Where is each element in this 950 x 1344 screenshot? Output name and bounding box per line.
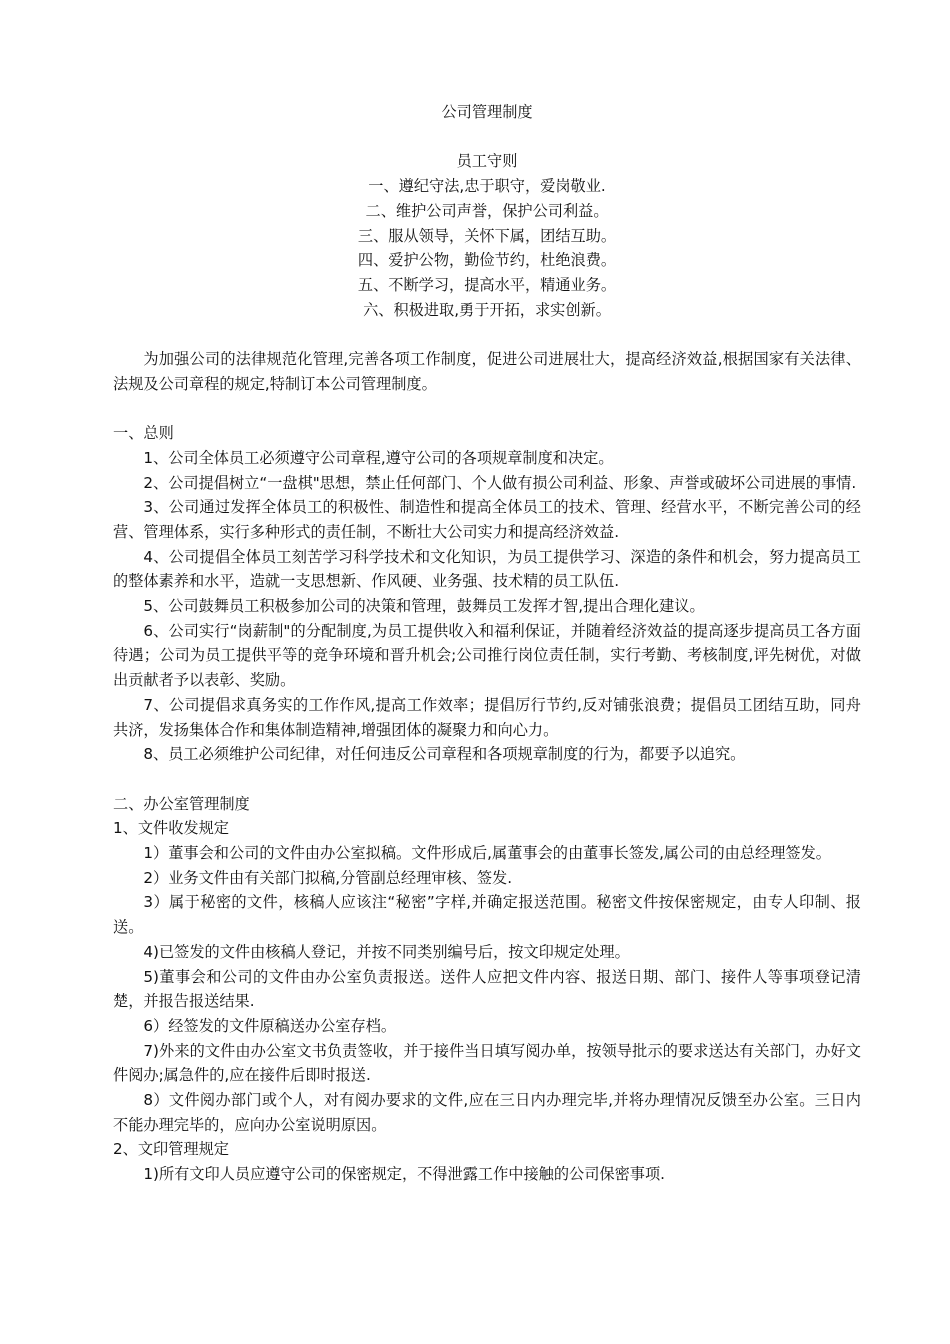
subsection-item: 2）业务文件由有关部门拟稿,分管副总经理审核、签发. — [143, 868, 513, 887]
subsection-item: 5)董事会和公司的文件由办公室负责报送。送件人应把文件内容、报送日期、部门、接件人等事项登记清楚，并报告报送结果. — [113, 967, 861, 1011]
subsection-item: 4)已签发的文件由核稿人登记，并按不同类别编号后，按文印规定处理。 — [143, 942, 630, 961]
code-rule: 三、服从领导，关怀下属，团结互助。 — [357, 226, 617, 245]
document-body — [113, 100, 861, 1187]
section-item: 8、员工必须维护公司纪律，对任何违反公司章程和各项规章制度的行为，都要予以追究。 — [143, 745, 746, 764]
code-rule: 六、积极进取,勇于开拓，求实创新。 — [363, 300, 611, 319]
spacer — [113, 322, 861, 347]
section-item: 1、公司全体员工必须遵守公司章程,遵守公司的各项规章制度和决定。 — [143, 448, 614, 467]
spacer — [113, 396, 861, 421]
document-title: 公司管理制度 — [441, 103, 533, 121]
code-rule: 五、不断学习，提高水平，精通业务。 — [357, 275, 617, 294]
subsection-heading: 2、文印管理规定 — [113, 1140, 229, 1159]
section-item: 5、公司鼓舞员工积极参加公司的决策和管理，鼓舞员工发挥才智,提出合理化建议。 — [143, 597, 705, 616]
code-rules — [113, 174, 861, 322]
subsection-item: 1）董事会和公司的文件由办公室拟稿。文件形成后,属董事会的由董事长签发,属公司的由总经理签发。 — [143, 844, 831, 863]
subsection-item: 1)所有文印人员应遵守公司的保密规定，不得泄露工作中接触的公司保密事项. — [143, 1165, 665, 1184]
section-heading: 一、总则 — [113, 424, 174, 443]
subsection-item: 8）文件阅办部门或个人，对有阅办要求的文件,应在三日内办理完毕,并将办理情况反馈至办公室。三日内不能办理完毕的，应向办公室说明原因。 — [113, 1091, 861, 1134]
section-item: 3、公司通过发挥全体员工的积极性、制造性和提高全体员工的技术、管理、经营水平，不断完善公司的经营、管理体系，实行多种形式的责任制，不断壮大公司实力和提高经济效益. — [113, 498, 861, 541]
subsection-item: 3）属于秘密的文件，核稿人应该注“秘密”字样,并确定报送范围。秘密文件按保密规定，由专人印制、报送。 — [113, 893, 861, 937]
section-item: 7、公司提倡求真务实的工作作风,提高工作效率；提倡厉行节约,反对铺张浪费；提倡员工团结互助，同舟共济，发扬集体合作和集体制造精神,增强团体的凝聚力和向心力。 — [113, 695, 861, 739]
code-rule: 一、遵纪守法,忠于职守，爱岗敬业. — [368, 177, 606, 196]
subsection-item: 6）经签发的文件原稿送办公室存档。 — [143, 1016, 397, 1035]
section-item: 4、公司提倡全体员工刻苦学习科学技术和文化知识，为员工提供学习、深造的条件和机会，努力提高员工的整体素养和水平，造就一支思想新、作风硬、业务强、技术精的员工队伍. — [113, 547, 861, 591]
section-item: 6、公司实行“岗薪制"的分配制度,为员工提供收入和福利保证，并随着经济效益的提高逐步提高员工各方面待遇；公司为员工提供平等的竞争环境和晋升机会;公司推行岗位责任制，实行考勤、考核制度,评先树优，对做出贡献者予以表彰、奖励。 — [113, 621, 861, 690]
section-heading: 二、办公室管理制度 — [113, 794, 250, 813]
code-title: 员工守则 — [456, 152, 518, 171]
spacer — [113, 767, 861, 792]
subsection-item: 7)外来的文件由办公室文书负责签收，并于接件当日填写阅办单，按领导批示的要求送达有关部门，办好文件阅办;属急件的,应在接件后即时报送. — [113, 1041, 861, 1085]
code-rule: 二、维护公司声誉，保护公司利益。 — [365, 201, 609, 220]
spacer — [113, 125, 861, 150]
section-item: 2、公司提倡树立“一盘棋"思想，禁止任何部门、个人做有损公司利益、形象、声誉或破坏公司进展的事情. — [143, 473, 857, 492]
intro-paragraph: 为加强公司的法律规范化管理,完善各项工作制度，促进公司进展壮大，提高经济效益,根据国家有关法律、法规及公司章程的规定,特制订本公司管理制度。 — [113, 350, 861, 393]
subsection-heading: 1、文件收发规定 — [113, 819, 229, 838]
code-rule: 四、爱护公物，勤俭节约，杜绝浪费。 — [357, 251, 617, 270]
